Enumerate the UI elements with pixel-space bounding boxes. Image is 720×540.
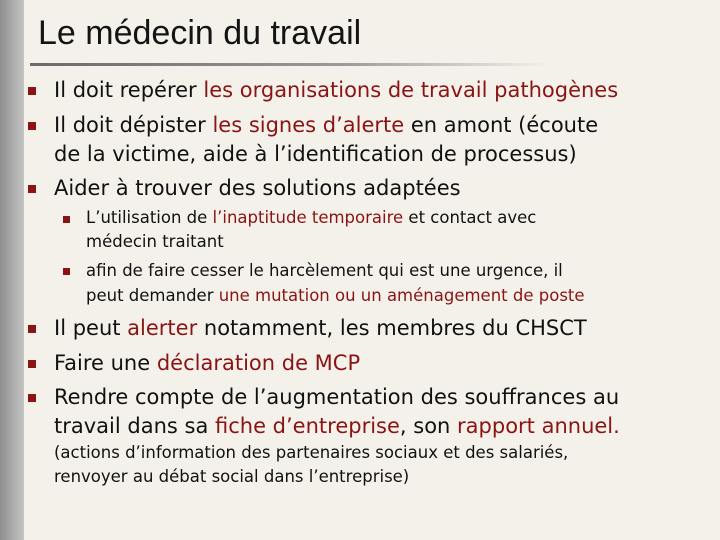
item-text: peut demander	[86, 286, 219, 305]
item-text: Il doit dépister	[54, 113, 213, 137]
item-text: Il doit repérer	[54, 78, 204, 102]
note-text: renvoyer au débat social dans l’entreprise)	[54, 467, 410, 486]
sub-list-item-continuation: médecin traitant	[86, 232, 224, 251]
highlight-text: l’inaptitude temporaire	[212, 208, 404, 227]
highlight-text: les organisations de travail pathogènes	[203, 78, 619, 102]
highlight-text: les signes d’alerte	[212, 113, 405, 137]
item-text: en amont (écoute	[404, 113, 599, 137]
item-text: Il peut	[54, 316, 128, 340]
bullet-marker	[28, 185, 36, 193]
left-decorative-band	[0, 0, 24, 540]
list-item: Aider à trouver des solutions adaptées	[54, 176, 461, 200]
slide-title: Le médecin du travail	[38, 14, 362, 52]
highlight-text: fiche d’entreprise	[215, 414, 400, 438]
bullet-marker	[28, 122, 36, 130]
list-item: Rendre compte de l’augmentation des souffrances au	[54, 385, 620, 409]
item-text: Faire une	[54, 351, 157, 375]
item-text: notamment, les membres du CHSCT	[197, 316, 587, 340]
list-item	[54, 313, 587, 344]
highlight-text: déclaration de MCP	[156, 351, 361, 375]
sub-list-item: afin de faire cesser le harcèlement qui est une urgence, il	[86, 261, 563, 280]
item-text: et contact avec	[403, 208, 537, 227]
list-item	[54, 110, 598, 141]
highlight-text: rapport annuel.	[457, 414, 620, 438]
list-item	[54, 75, 618, 106]
sub-list-item	[86, 206, 536, 230]
item-text: travail dans sa	[54, 414, 215, 438]
sub-bullet-marker	[63, 216, 70, 223]
item-text: L’utilisation de	[86, 208, 213, 227]
highlight-text: une mutation ou un aménagement de poste	[218, 286, 585, 305]
list-item-continuation	[54, 411, 620, 442]
bullet-marker	[28, 394, 36, 402]
sub-bullet-marker	[63, 268, 70, 275]
title-underline	[30, 63, 550, 66]
list-item-continuation: de la victime, aide à l’identification de processus)	[54, 142, 577, 166]
list-item	[54, 348, 360, 379]
bullet-marker	[28, 87, 36, 95]
item-text: , son	[399, 414, 458, 438]
sub-list-item-continuation	[86, 284, 585, 308]
bullet-marker	[28, 325, 36, 333]
highlight-text: alerter	[127, 316, 198, 340]
note-text: (actions d’information des partenaires sociaux et des salariés,	[54, 443, 569, 462]
bullet-marker	[28, 360, 36, 368]
